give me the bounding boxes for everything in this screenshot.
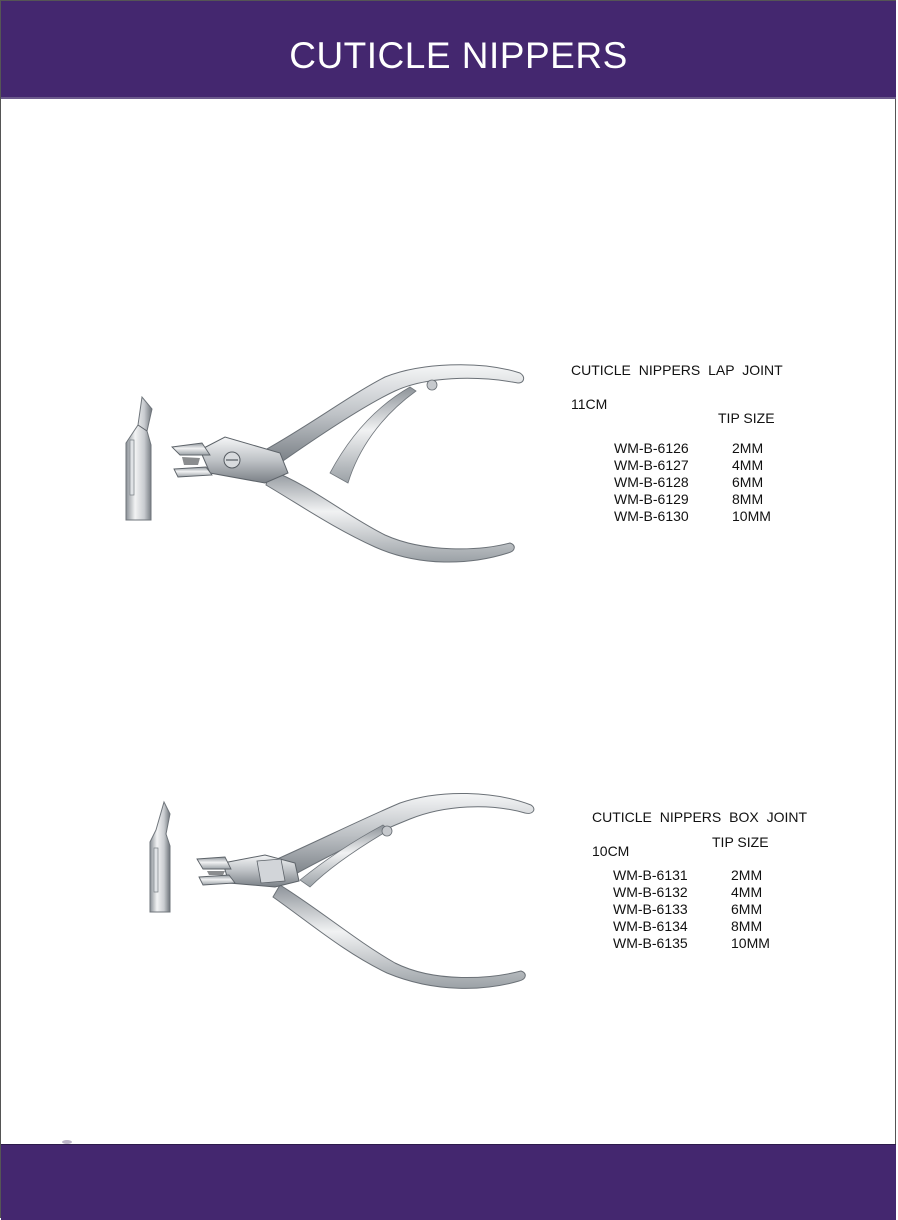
item-code: WM-B-6134: [613, 918, 688, 934]
page-title: CUTICLE NIPPERS: [289, 35, 628, 76]
table-row: [613, 867, 770, 884]
product-length: 10CM: [592, 843, 630, 859]
item-code: WM-B-6133: [613, 901, 688, 917]
spec-table: [613, 867, 770, 952]
item-code: WM-B-6127: [614, 457, 689, 473]
item-code: WM-B-6128: [614, 474, 689, 490]
item-code: WM-B-6132: [613, 884, 688, 900]
table-row: [614, 474, 771, 491]
nipper-tip-closeup-image: [120, 395, 160, 520]
cuticle-nipper-lap-joint-image: [170, 355, 530, 570]
spec-table: [614, 440, 771, 525]
tip-size: 4MM: [731, 884, 763, 900]
item-code: WM-B-6130: [614, 508, 689, 524]
product-name: CUTICLE NIPPERS LAP JOINT: [571, 362, 783, 378]
header-bar: [1, 1, 896, 99]
footer-bar: [1, 1144, 896, 1220]
tip-size: 8MM: [731, 918, 763, 934]
item-code: WM-B-6131: [613, 867, 688, 883]
tip-size: 2MM: [731, 867, 763, 883]
tip-size: 6MM: [731, 901, 763, 917]
product-name: CUTICLE NIPPERS BOX JOINT: [592, 809, 808, 825]
product-length: 11CM: [571, 396, 608, 412]
table-row: [614, 440, 771, 457]
table-row: [613, 918, 770, 935]
tip-size: 10MM: [731, 935, 770, 951]
item-code: WM-B-6129: [614, 491, 689, 507]
tip-size: 8MM: [732, 491, 764, 507]
tip-size-header: TIP SIZE: [712, 834, 769, 850]
table-row: [614, 491, 771, 508]
tip-size: 10MM: [732, 508, 771, 524]
table-row: [613, 901, 770, 918]
table-row: [614, 508, 771, 525]
tip-size: 4MM: [732, 457, 764, 473]
item-code: WM-B-6135: [613, 935, 688, 951]
table-row: [613, 935, 770, 952]
tip-size-header: TIP SIZE: [718, 410, 775, 426]
item-code: WM-B-6126: [614, 440, 689, 456]
tip-size: 2MM: [732, 440, 764, 456]
nipper-tip-closeup-image: [146, 800, 176, 912]
table-row: [613, 884, 770, 901]
tip-size: 6MM: [732, 474, 764, 490]
product-title: [571, 345, 831, 430]
table-row: [614, 457, 771, 474]
cuticle-nipper-box-joint-image: [195, 785, 540, 995]
